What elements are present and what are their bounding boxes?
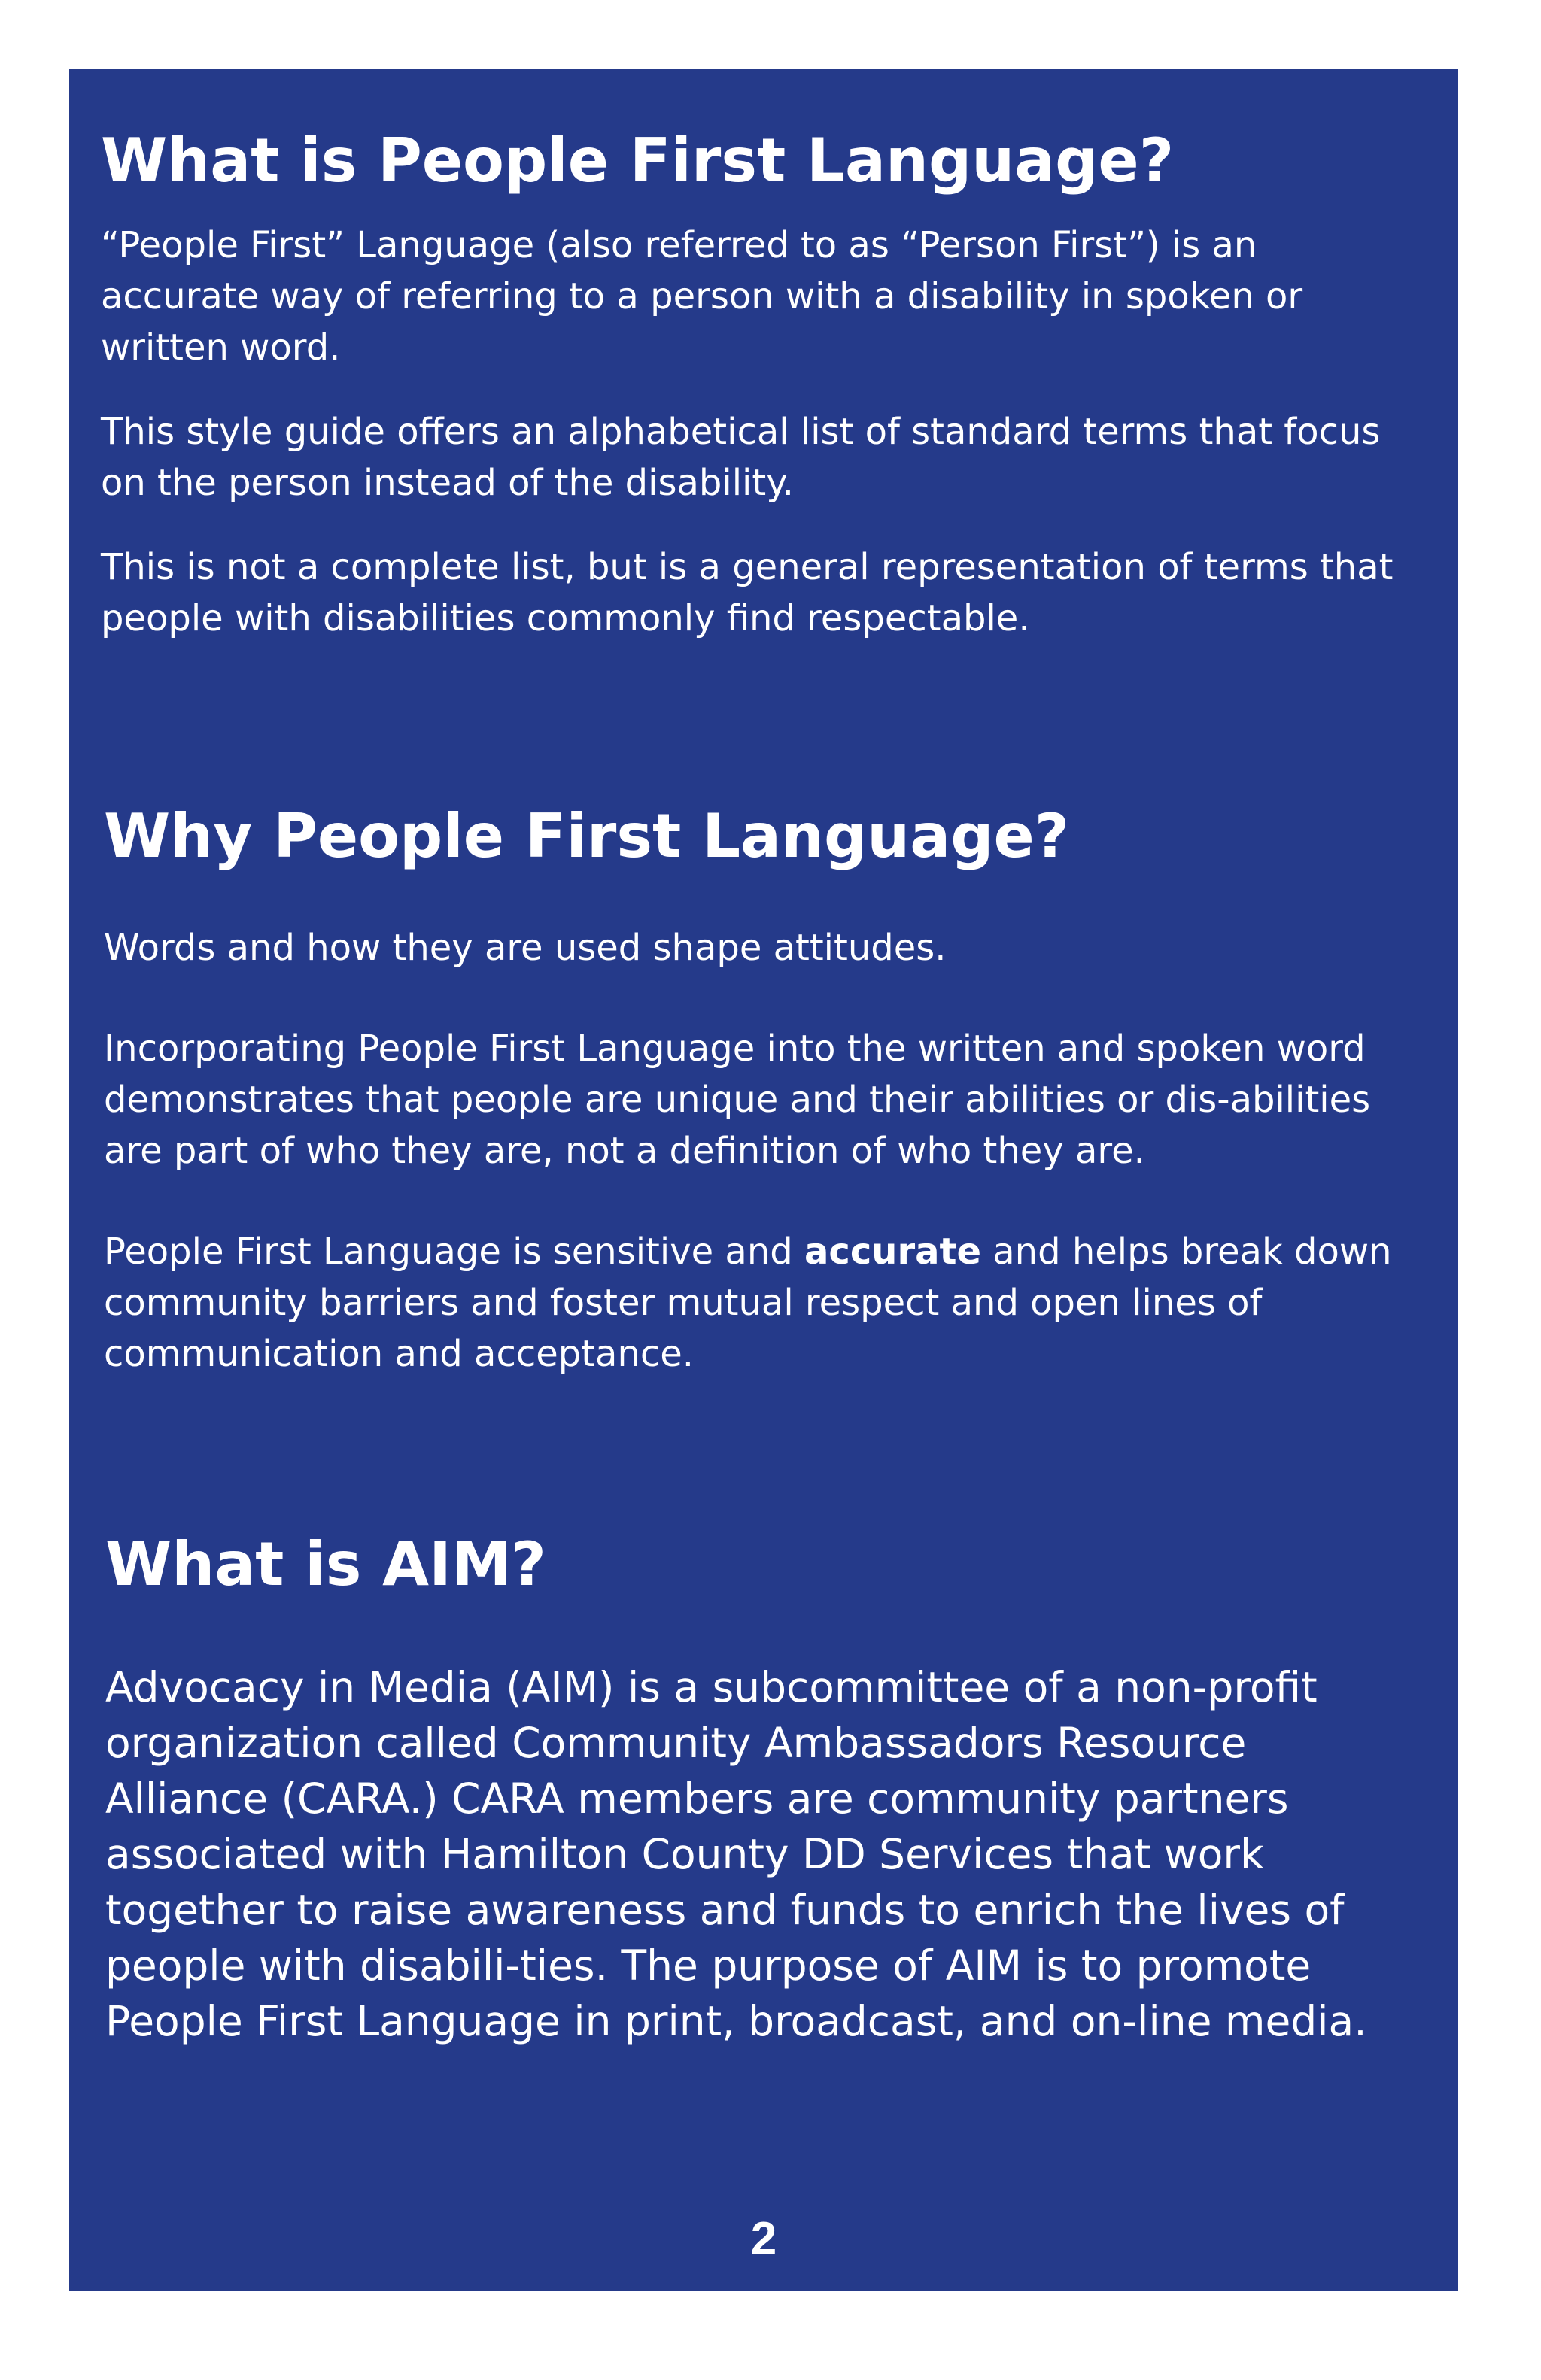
paragraph: Advocacy in Media (AIM) is a subcommittee of a non-profit organization called Community Ambassadors Resource Alliance (CARA.) CARA members are community partners associated with Hamilton County DD Services that work together to raise awareness and funds to enrich the lives of people with disabili-ties. The purpose of AIM is to promote People First Language in print, broadcast, and on-line media.: [105, 1663, 1367, 2045]
section-people-first-language: [101, 125, 1413, 677]
section-title: What is People First Language?: [101, 126, 1175, 196]
section-what-is-aim: [105, 1528, 1421, 2049]
paragraph: Incorporating People First Language into the written and spoken word demonstrates that people are unique and their abilities or dis-abilities are part of who they are, not a definition of who they are.: [104, 1028, 1371, 1172]
section-title: What is AIM?: [105, 1529, 546, 1599]
section-why-people-first: [104, 800, 1413, 1429]
paragraph: “People First” Language (also referred to as “Person First”) is an accurate way of referring to a person with a disability in spoken or written word.: [101, 224, 1303, 369]
paragraph: Words and how they are used shape attitudes.: [104, 927, 947, 969]
paragraph: This is not a complete list, but is a general representation of terms that people with disabilities commonly find respectable.: [101, 546, 1394, 639]
text-run: People First Language is sensitive and: [104, 1231, 804, 1273]
content-panel: [69, 69, 1458, 2291]
paragraph: [104, 1226, 1413, 1380]
page-number: 2: [750, 2213, 777, 2265]
section-title: Why People First Language?: [104, 801, 1070, 871]
text-run: and helps break down community barriers and foster mutual respect and open lines of communication and acceptance.: [104, 1231, 1392, 1375]
emphasis-accurate: accurate: [804, 1231, 981, 1273]
paragraph: This style guide offers an alphabetical list of standard terms that focus on the person instead of the disability.: [101, 411, 1381, 504]
